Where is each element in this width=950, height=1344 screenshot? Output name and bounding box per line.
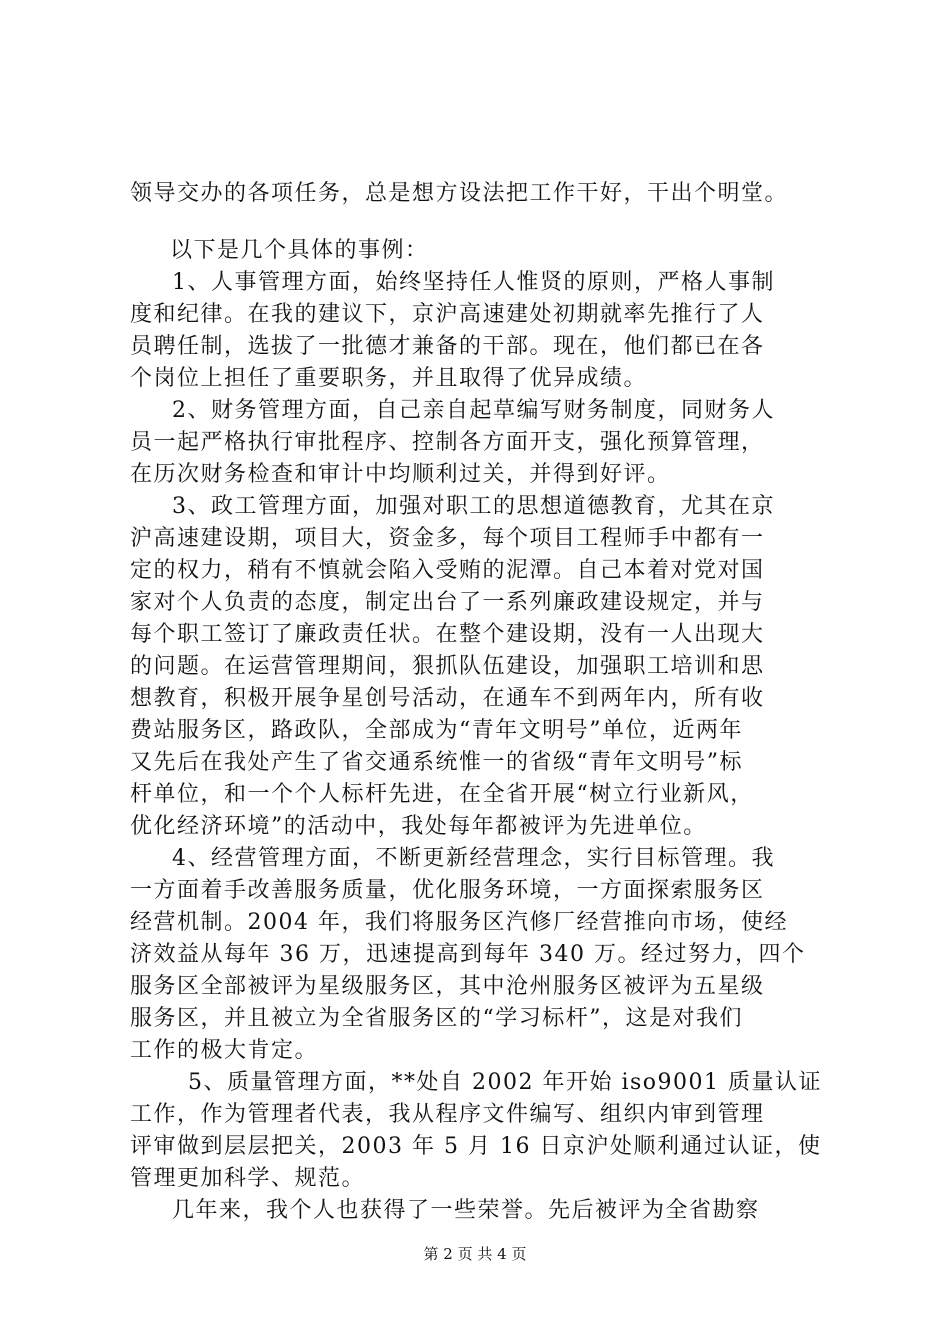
text-line: 评审做到层层把关，2003 年 5 月 16 日京沪处顺利通过认证，使 [130, 1134, 822, 1159]
text-line: 工作的极大肯定。 [130, 1038, 319, 1063]
text-line: 工作，作为管理者代表，我从程序文件编写、组织内审到管理 [130, 1102, 765, 1127]
page-number-footer: 第 2 页 共 4 页 [423, 1245, 527, 1263]
text-line: 每个职工签订了廉政责任状。在整个建设期，没有一人出现大 [130, 622, 765, 647]
text-line: 定的权力，稍有不慎就会陷入受贿的泥潭。自己本着对党对国 [130, 558, 765, 583]
text-line: 费站服务区，路政队，全部成为“青年文明号”单位，近两年 [130, 718, 743, 743]
text-line: 度和纪律。在我的建议下，京沪高速建处初期就率先推行了人 [130, 302, 765, 327]
text-line: 几年来，我个人也获得了一些荣誉。先后被评为全省勘察 [172, 1198, 760, 1223]
text-line: 2、财务管理方面，自己亲自起草编写财务制度，同财务人 [172, 398, 775, 423]
text-line: 5、质量管理方面，**处自 2002 年开始 iso9001 质量认证 [188, 1070, 823, 1095]
text-line: 想教育，积极开展争星创号活动，在通车不到两年内，所有收 [130, 686, 765, 711]
text-line: 经营机制。2004 年，我们将服务区汽修厂经营推向市场，使经 [130, 910, 788, 935]
text-line: 又先后在我处产生了省交通系统惟一的省级“青年文明号”标 [130, 750, 743, 775]
text-line: 3、政工管理方面，加强对职工的思想道德教育，尤其在京 [172, 494, 775, 519]
text-line: 服务区，并且被立为全省服务区的“学习标杆”，这是对我们 [130, 1006, 743, 1031]
text-line: 一方面着手改善服务质量，优化服务环境，一方面探索服务区 [130, 878, 765, 903]
text-line: 1、人事管理方面，始终坚持任人惟贤的原则，严格人事制 [172, 270, 775, 295]
text-line: 在历次财务检查和审计中均顺利过关，并得到好评。 [130, 462, 671, 487]
text-line: 员聘任制，选拔了一批德才兼备的干部。现在，他们都已在各 [130, 334, 765, 359]
text-line: 个岗位上担任了重要职务，并且取得了优异成绩。 [130, 366, 648, 391]
text-line: 的问题。在运营管理期间，狠抓队伍建设，加强职工培训和思 [130, 654, 765, 679]
text-line: 沪高速建设期，项目大，资金多，每个项目工程师手中都有一 [130, 526, 765, 551]
text-line: 管理更加科学、规范。 [130, 1166, 366, 1191]
text-line: 领导交办的各项任务，总是想方设法把工作干好，干出个明堂。 [130, 181, 789, 206]
text-line: 济效益从每年 36 万，迅速提高到每年 340 万。经过努力，四个 [130, 942, 806, 967]
text-line: 以下是几个具体的事例： [170, 238, 429, 263]
text-line: 优化经济环境”的活动中，我处每年都被评为先进单位。 [130, 814, 707, 839]
text-line: 员一起严格执行审批程序、控制各方面开支，强化预算管理， [130, 430, 765, 455]
text-line: 家对个人负责的态度，制定出台了一系列廉政建设规定，并与 [130, 590, 765, 615]
text-line: 4、经营管理方面，不断更新经营理念，实行目标管理。我 [172, 846, 775, 871]
text-line: 杆单位，和一个个人标杆先进，在全省开展“树立行业新风， [130, 782, 754, 807]
text-line: 服务区全部被评为星级服务区，其中沧州服务区被评为五星级 [130, 974, 765, 999]
